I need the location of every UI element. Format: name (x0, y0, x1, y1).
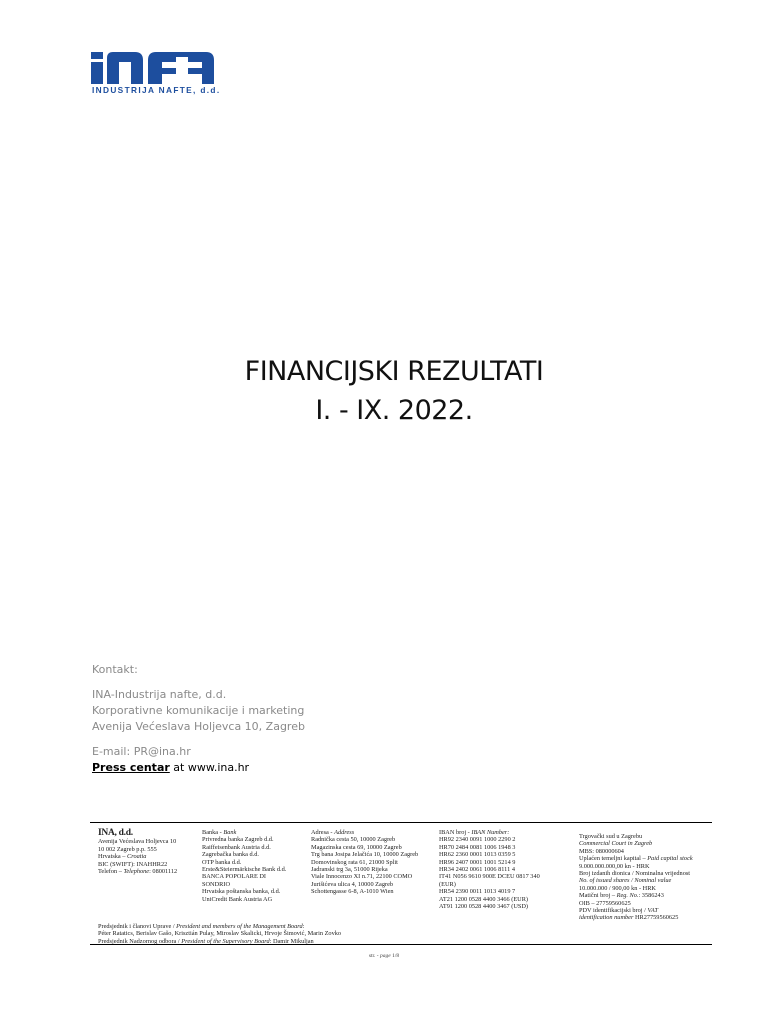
board-heading: Predsjednik i članovi Uprave / President and members of the Management Board: (98, 923, 305, 930)
title-line-2: I. - IX. 2022. (315, 395, 473, 426)
press-centar-line (92, 760, 305, 776)
footer-shares-en: No. of issued shares / Nominal value (579, 877, 672, 885)
footer-company-name: INA, d.d. (98, 828, 133, 838)
footer-address-line: Avenija Većeslava Holjevca 10 (98, 838, 177, 846)
footer-iban-item: HR92 2340 0091 1000 2290 2 (439, 836, 516, 844)
footer-bottom-rule (90, 944, 712, 945)
footer-address-heading: Adresa - Address (311, 829, 355, 836)
footer-registry-column (579, 833, 693, 922)
footer-court: Trgovački sud u Zagrebu (579, 833, 643, 840)
footer-iban-item: HR70 2484 0081 1006 1948 3 (439, 843, 516, 851)
footer-bic: BIC (SWIFT): INAHHR22 (98, 860, 168, 868)
footer-court-en: Commercial Court in Zagreb (579, 840, 653, 848)
footer-capital: Uplaćen temeljni kapital – Paid capital stock (579, 855, 693, 863)
footer-address-item: Viale Innocenzo XI n.71, 22100 COMO (311, 873, 413, 881)
footer-oib: OIB – 27759560625 (579, 899, 631, 907)
footer-iban-item: HR54 2390 0011 1013 4019 7 (439, 888, 516, 896)
footer-reg-no: Matični broj – Reg. No.: 3586243 (579, 892, 664, 900)
footer-bank-item: Erste&Steiermärkische Bank d.d. (202, 866, 287, 874)
footer-shares-value: 10.000.000 / 900,00 kn - HRK (579, 884, 656, 892)
footer-phone: Telefon – Telephone: 08001112 (98, 868, 178, 876)
footer-shares: Broj izdanih dionica / Nominalna vrijednost (579, 870, 691, 878)
footer-iban-column (439, 829, 540, 910)
footer-board (98, 923, 341, 945)
contact-email[interactable]: E-mail: PR@ina.hr (92, 745, 191, 758)
contact-block (92, 662, 305, 776)
press-centar-link[interactable]: Press centar (92, 761, 170, 774)
page-number: str. - page 1/8 (368, 953, 400, 959)
footer-top-rule (90, 822, 712, 823)
footer-iban-item: HR96 2407 0001 1001 5214 9 (439, 858, 516, 866)
footer-bank-item: SONDRIO (202, 880, 230, 888)
footer-address-item: Domovinskog rata 61, 21000 Split (311, 858, 398, 866)
footer-bank-item: Raiffeisenbank Austria d.d. (202, 843, 271, 851)
footer-country: Hrvatska – Croatia (98, 853, 147, 861)
footer-address-item: Radnička cesta 50, 10000 Zagreb (311, 836, 396, 844)
footer-address-column (311, 829, 418, 896)
footer-bank-item: Zagrebačka banka d.d. (202, 851, 259, 859)
contact-company: INA-Industrija nafte, d.d. (92, 688, 227, 701)
footer-vat-value: identification number HR27759560625 (579, 914, 679, 922)
board-members: Péter Ratatics, Berislav Gašo, Krisztián Pulay, Miroslav Skalicki, Hrvoje Šimović, Marin Zovko (98, 930, 342, 938)
footer-address-item: Jadranski trg 3a, 51000 Rijeka (311, 866, 388, 874)
document-title (0, 352, 768, 430)
footer-vat: PDV identifikacijski broj / VAT (579, 907, 658, 915)
footer-iban-item: HR34 2402 0061 1006 8111 4 (439, 866, 515, 874)
contact-address: Avenija Većeslava Holjevca 10, Zagreb (92, 720, 305, 733)
footer-iban-item: IT41 N056 9610 900E DCEU 0817 340 (439, 873, 540, 881)
footer-mbs: MBS: 080000604 (579, 847, 624, 855)
footer-bank-heading: Banka - Bank (202, 829, 237, 836)
footer-address-item: Trg bana Josipa Jelačića 10, 10000 Zagreb (311, 851, 419, 859)
footer-iban-heading: IBAN broj - IBAN Number: (439, 829, 510, 836)
footer-bank-column (202, 829, 286, 903)
footer-iban-item: (EUR) (439, 880, 456, 888)
footer-address-item: Jurišićeva ulica 4, 10000 Zagreb (311, 880, 394, 888)
supervisory-board: Predsjednik Nadzornog odbora / President of the Supervisory Board: Damir Mikuljan (98, 937, 314, 945)
press-centar-suffix: at www.ina.hr (169, 761, 250, 774)
logo-subtitle: INDUSTRIJA NAFTE, d.d. (92, 85, 221, 95)
contact-heading: Kontakt: (92, 663, 138, 676)
footer-capital-value: 9.000.000.000,00 kn - HRK (579, 862, 650, 870)
footer-bank-item: UniCredit Bank Austria AG (202, 895, 273, 903)
footer-bank-item: Hrvatska poštanska banka, d.d. (202, 888, 281, 896)
footer-address-line: 10 002 Zagreb p.p. 555 (98, 845, 157, 853)
footer-address-item: Schottengasse 6-8, A-1010 Wien (311, 888, 394, 896)
footer-company-column (98, 829, 177, 875)
title-line-1: FINANCIJSKI REZULTATI (244, 356, 544, 387)
contact-department: Korporativne komunikacije i marketing (92, 704, 305, 717)
footer-iban-item: AT21 1200 0528 4400 3466 (EUR) (439, 895, 529, 903)
footer-address-item: Magazinska cesta 69, 10000 Zagreb (311, 843, 402, 851)
ina-logo-mark (91, 52, 215, 84)
footer-bank-item: Privredna banka Zagreb d.d. (202, 836, 274, 844)
footer-iban-item: HR62 2360 0001 1013 0359 5 (439, 851, 516, 859)
ina-logo (91, 52, 221, 95)
footer-bank-item: BANCA POPOLARE DI (202, 873, 267, 881)
footer-iban-item: AT91 1200 0528 4400 3467 (USD) (439, 903, 529, 911)
footer-bank-item: OTP banka d.d. (202, 858, 242, 866)
